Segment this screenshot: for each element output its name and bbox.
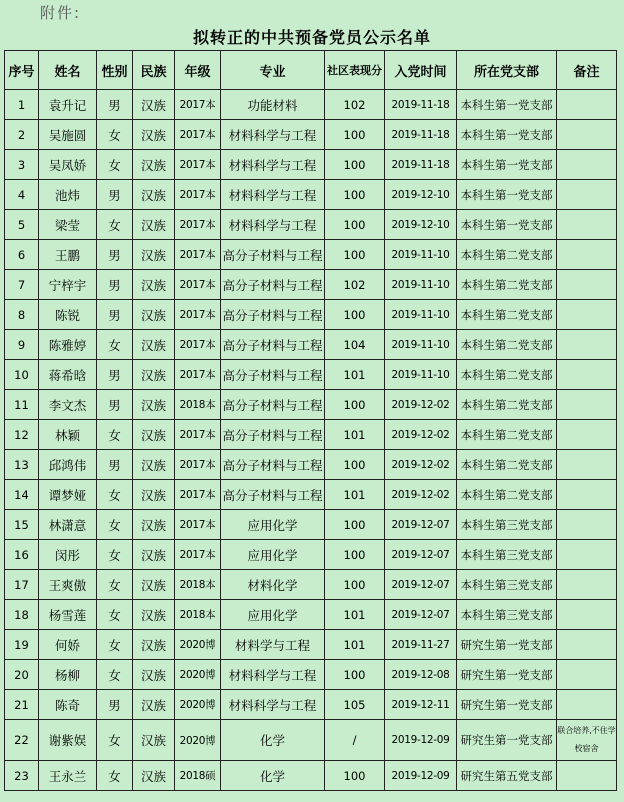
row-join-date: 2019-12-07 xyxy=(385,570,457,600)
row-index: 15 xyxy=(5,510,39,540)
table-row xyxy=(5,450,617,480)
row-gender: 女 xyxy=(97,570,133,600)
row-ethnicity: 汉族 xyxy=(133,690,175,720)
row-remarks xyxy=(557,240,617,270)
header-community-score: 社区表现分 xyxy=(325,51,385,90)
row-gender: 女 xyxy=(97,761,133,791)
row-grade: 2017本 xyxy=(175,120,221,150)
row-index: 19 xyxy=(5,630,39,660)
row-community-score: 101 xyxy=(325,420,385,450)
row-join-date: 2019-11-18 xyxy=(385,120,457,150)
row-name: 闵彤 xyxy=(39,540,97,570)
header-index: 序号 xyxy=(5,51,39,90)
row-major: 高分子材料与工程 xyxy=(221,270,325,300)
table-row xyxy=(5,270,617,300)
row-gender: 女 xyxy=(97,480,133,510)
row-grade: 2017本 xyxy=(175,90,221,120)
row-branch: 本科生第一党支部 xyxy=(457,120,557,150)
table-row xyxy=(5,570,617,600)
row-major: 高分子材料与工程 xyxy=(221,300,325,330)
row-ethnicity: 汉族 xyxy=(133,360,175,390)
table-row xyxy=(5,210,617,240)
row-ethnicity: 汉族 xyxy=(133,120,175,150)
row-community-score: 100 xyxy=(325,540,385,570)
row-join-date: 2019-11-10 xyxy=(385,240,457,270)
row-join-date: 2019-11-10 xyxy=(385,360,457,390)
row-index: 13 xyxy=(5,450,39,480)
row-index: 20 xyxy=(5,660,39,690)
row-branch: 本科生第三党支部 xyxy=(457,540,557,570)
row-gender: 女 xyxy=(97,150,133,180)
row-major: 材料化学 xyxy=(221,570,325,600)
row-remarks xyxy=(557,420,617,450)
row-branch: 本科生第二党支部 xyxy=(457,330,557,360)
header-grade: 年级 xyxy=(175,51,221,90)
row-grade: 2017本 xyxy=(175,510,221,540)
row-gender: 女 xyxy=(97,630,133,660)
header-name: 姓名 xyxy=(39,51,97,90)
row-name: 杨雪莲 xyxy=(39,600,97,630)
row-branch: 本科生第二党支部 xyxy=(457,390,557,420)
row-community-score: 100 xyxy=(325,120,385,150)
row-join-date: 2019-12-09 xyxy=(385,761,457,791)
row-ethnicity: 汉族 xyxy=(133,450,175,480)
row-gender: 男 xyxy=(97,390,133,420)
row-grade: 2020博 xyxy=(175,630,221,660)
row-major: 应用化学 xyxy=(221,510,325,540)
row-community-score: 101 xyxy=(325,480,385,510)
row-name: 吴凤娇 xyxy=(39,150,97,180)
header-branch: 所在党支部 xyxy=(457,51,557,90)
table-row xyxy=(5,180,617,210)
table-row xyxy=(5,300,617,330)
row-ethnicity: 汉族 xyxy=(133,150,175,180)
row-index: 3 xyxy=(5,150,39,180)
row-gender: 男 xyxy=(97,240,133,270)
row-gender: 男 xyxy=(97,300,133,330)
row-remarks xyxy=(557,570,617,600)
row-branch: 本科生第二党支部 xyxy=(457,270,557,300)
row-grade: 2017本 xyxy=(175,210,221,240)
row-branch: 研究生第一党支部 xyxy=(457,660,557,690)
row-major: 高分子材料与工程 xyxy=(221,450,325,480)
row-major: 高分子材料与工程 xyxy=(221,240,325,270)
row-ethnicity: 汉族 xyxy=(133,300,175,330)
row-community-score: 102 xyxy=(325,90,385,120)
row-name: 陈雅婷 xyxy=(39,330,97,360)
row-gender: 男 xyxy=(97,450,133,480)
table-row xyxy=(5,120,617,150)
row-gender: 女 xyxy=(97,210,133,240)
row-major: 功能材料 xyxy=(221,90,325,120)
header-remarks: 备注 xyxy=(557,51,617,90)
row-index: 11 xyxy=(5,390,39,420)
row-remarks xyxy=(557,761,617,791)
row-major: 高分子材料与工程 xyxy=(221,420,325,450)
row-branch: 本科生第三党支部 xyxy=(457,510,557,540)
row-remarks xyxy=(557,690,617,720)
attachment-label: 附件: xyxy=(40,4,82,22)
row-community-score: 100 xyxy=(325,300,385,330)
row-grade: 2018本 xyxy=(175,390,221,420)
row-ethnicity: 汉族 xyxy=(133,390,175,420)
row-index: 17 xyxy=(5,570,39,600)
row-community-score: 105 xyxy=(325,690,385,720)
row-remarks xyxy=(557,450,617,480)
header-gender: 性别 xyxy=(97,51,133,90)
table-row xyxy=(5,480,617,510)
row-remarks xyxy=(557,90,617,120)
row-community-score: 100 xyxy=(325,240,385,270)
row-community-score: 100 xyxy=(325,390,385,420)
row-community-score: 100 xyxy=(325,180,385,210)
row-index: 22 xyxy=(5,720,39,761)
row-grade: 2017本 xyxy=(175,300,221,330)
row-ethnicity: 汉族 xyxy=(133,420,175,450)
row-ethnicity: 汉族 xyxy=(133,480,175,510)
table-row xyxy=(5,761,617,791)
row-remarks xyxy=(557,480,617,510)
row-community-score: 100 xyxy=(325,660,385,690)
row-name: 王永兰 xyxy=(39,761,97,791)
table-row xyxy=(5,720,617,761)
row-name: 谭梦娅 xyxy=(39,480,97,510)
table-row xyxy=(5,690,617,720)
row-remarks xyxy=(557,150,617,180)
row-join-date: 2019-12-02 xyxy=(385,390,457,420)
row-major: 化学 xyxy=(221,720,325,761)
row-gender: 女 xyxy=(97,540,133,570)
row-gender: 女 xyxy=(97,330,133,360)
row-community-score: 100 xyxy=(325,150,385,180)
row-community-score: 100 xyxy=(325,570,385,600)
row-major: 材料科学与工程 xyxy=(221,150,325,180)
row-join-date: 2019-12-07 xyxy=(385,600,457,630)
row-name: 陈锐 xyxy=(39,300,97,330)
row-index: 12 xyxy=(5,420,39,450)
row-index: 7 xyxy=(5,270,39,300)
row-name: 李文杰 xyxy=(39,390,97,420)
row-grade: 2020博 xyxy=(175,720,221,761)
row-grade: 2017本 xyxy=(175,330,221,360)
table-row xyxy=(5,360,617,390)
row-ethnicity: 汉族 xyxy=(133,630,175,660)
row-branch: 研究生第一党支部 xyxy=(457,630,557,660)
table-row xyxy=(5,240,617,270)
row-index: 10 xyxy=(5,360,39,390)
row-grade: 2020博 xyxy=(175,660,221,690)
row-gender: 女 xyxy=(97,660,133,690)
row-ethnicity: 汉族 xyxy=(133,570,175,600)
row-ethnicity: 汉族 xyxy=(133,240,175,270)
row-grade: 2018本 xyxy=(175,600,221,630)
row-branch: 本科生第一党支部 xyxy=(457,150,557,180)
row-index: 5 xyxy=(5,210,39,240)
row-join-date: 2019-11-10 xyxy=(385,270,457,300)
row-grade: 2017本 xyxy=(175,360,221,390)
row-community-score: 100 xyxy=(325,510,385,540)
row-branch: 研究生第一党支部 xyxy=(457,690,557,720)
row-major: 高分子材料与工程 xyxy=(221,360,325,390)
row-community-score: / xyxy=(325,720,385,761)
row-major: 材料科学与工程 xyxy=(221,690,325,720)
row-index: 14 xyxy=(5,480,39,510)
row-remarks xyxy=(557,330,617,360)
row-grade: 2017本 xyxy=(175,270,221,300)
row-grade: 2020博 xyxy=(175,690,221,720)
row-join-date: 2019-12-11 xyxy=(385,690,457,720)
row-remarks: 联合培养,不住学校宿舍 xyxy=(557,720,617,761)
row-join-date: 2019-12-02 xyxy=(385,420,457,450)
row-grade: 2017本 xyxy=(175,180,221,210)
row-community-score: 102 xyxy=(325,270,385,300)
row-major: 材料科学与工程 xyxy=(221,210,325,240)
table-row xyxy=(5,420,617,450)
row-branch: 本科生第二党支部 xyxy=(457,480,557,510)
row-index: 8 xyxy=(5,300,39,330)
row-remarks xyxy=(557,540,617,570)
row-name: 吴施圆 xyxy=(39,120,97,150)
row-remarks xyxy=(557,270,617,300)
page-title: 拟转正的中共预备党员公示名单 xyxy=(192,28,431,47)
row-gender: 女 xyxy=(97,600,133,630)
row-join-date: 2019-11-18 xyxy=(385,90,457,120)
row-index: 2 xyxy=(5,120,39,150)
row-index: 18 xyxy=(5,600,39,630)
row-remarks xyxy=(557,300,617,330)
row-ethnicity: 汉族 xyxy=(133,210,175,240)
row-community-score: 100 xyxy=(325,450,385,480)
header-join-date: 入党时间 xyxy=(385,51,457,90)
row-major: 材料学与工程 xyxy=(221,630,325,660)
row-grade: 2017本 xyxy=(175,240,221,270)
member-table xyxy=(4,50,617,791)
row-major: 高分子材料与工程 xyxy=(221,330,325,360)
row-major: 材料科学与工程 xyxy=(221,180,325,210)
row-major: 化学 xyxy=(221,761,325,791)
row-name: 池炜 xyxy=(39,180,97,210)
row-ethnicity: 汉族 xyxy=(133,330,175,360)
row-name: 陈奇 xyxy=(39,690,97,720)
row-index: 1 xyxy=(5,90,39,120)
row-join-date: 2019-12-09 xyxy=(385,720,457,761)
row-name: 蒋希晗 xyxy=(39,360,97,390)
row-name: 林潇意 xyxy=(39,510,97,540)
row-gender: 女 xyxy=(97,510,133,540)
row-gender: 男 xyxy=(97,270,133,300)
row-ethnicity: 汉族 xyxy=(133,540,175,570)
row-gender: 男 xyxy=(97,180,133,210)
row-community-score: 100 xyxy=(325,761,385,791)
header-row xyxy=(5,51,617,90)
row-ethnicity: 汉族 xyxy=(133,761,175,791)
row-branch: 本科生第二党支部 xyxy=(457,240,557,270)
row-name: 谢紫娱 xyxy=(39,720,97,761)
header-ethnicity: 民族 xyxy=(133,51,175,90)
row-community-score: 101 xyxy=(325,600,385,630)
row-join-date: 2019-11-10 xyxy=(385,330,457,360)
row-name: 袁升记 xyxy=(39,90,97,120)
row-grade: 2018本 xyxy=(175,570,221,600)
row-index: 21 xyxy=(5,690,39,720)
row-branch: 本科生第二党支部 xyxy=(457,300,557,330)
row-remarks xyxy=(557,390,617,420)
row-remarks xyxy=(557,510,617,540)
row-grade: 2017本 xyxy=(175,540,221,570)
row-branch: 研究生第五党支部 xyxy=(457,761,557,791)
row-name: 王鹏 xyxy=(39,240,97,270)
row-index: 16 xyxy=(5,540,39,570)
row-ethnicity: 汉族 xyxy=(133,600,175,630)
row-join-date: 2019-11-10 xyxy=(385,300,457,330)
row-join-date: 2019-12-07 xyxy=(385,540,457,570)
row-branch: 本科生第一党支部 xyxy=(457,210,557,240)
row-gender: 女 xyxy=(97,120,133,150)
row-name: 王爽傲 xyxy=(39,570,97,600)
row-ethnicity: 汉族 xyxy=(133,720,175,761)
row-branch: 本科生第一党支部 xyxy=(457,180,557,210)
row-index: 9 xyxy=(5,330,39,360)
row-ethnicity: 汉族 xyxy=(133,90,175,120)
row-remarks xyxy=(557,360,617,390)
table-row xyxy=(5,150,617,180)
row-join-date: 2019-12-10 xyxy=(385,210,457,240)
table-row xyxy=(5,540,617,570)
row-branch: 本科生第二党支部 xyxy=(457,360,557,390)
row-join-date: 2019-12-10 xyxy=(385,180,457,210)
row-branch: 本科生第一党支部 xyxy=(457,90,557,120)
row-join-date: 2019-12-02 xyxy=(385,480,457,510)
table-row xyxy=(5,600,617,630)
row-branch: 本科生第三党支部 xyxy=(457,600,557,630)
table-row xyxy=(5,510,617,540)
row-name: 杨柳 xyxy=(39,660,97,690)
row-index: 4 xyxy=(5,180,39,210)
table-row xyxy=(5,660,617,690)
row-gender: 女 xyxy=(97,720,133,761)
row-join-date: 2019-12-08 xyxy=(385,660,457,690)
row-ethnicity: 汉族 xyxy=(133,510,175,540)
row-gender: 女 xyxy=(97,420,133,450)
row-remarks xyxy=(557,600,617,630)
table-row xyxy=(5,390,617,420)
row-community-score: 101 xyxy=(325,630,385,660)
row-branch: 研究生第一党支部 xyxy=(457,720,557,761)
row-branch: 本科生第二党支部 xyxy=(457,450,557,480)
header-major: 专业 xyxy=(221,51,325,90)
row-join-date: 2019-12-02 xyxy=(385,450,457,480)
row-ethnicity: 汉族 xyxy=(133,270,175,300)
row-community-score: 104 xyxy=(325,330,385,360)
row-major: 材料科学与工程 xyxy=(221,120,325,150)
row-branch: 本科生第二党支部 xyxy=(457,420,557,450)
row-branch: 本科生第三党支部 xyxy=(457,570,557,600)
row-grade: 2017本 xyxy=(175,150,221,180)
row-community-score: 100 xyxy=(325,210,385,240)
row-remarks xyxy=(557,210,617,240)
row-join-date: 2019-12-07 xyxy=(385,510,457,540)
row-join-date: 2019-11-18 xyxy=(385,150,457,180)
row-index: 6 xyxy=(5,240,39,270)
row-grade: 2017本 xyxy=(175,450,221,480)
row-community-score: 101 xyxy=(325,360,385,390)
row-gender: 男 xyxy=(97,360,133,390)
row-grade: 2018硕 xyxy=(175,761,221,791)
row-remarks xyxy=(557,660,617,690)
row-gender: 男 xyxy=(97,90,133,120)
row-name: 何娇 xyxy=(39,630,97,660)
row-grade: 2017本 xyxy=(175,420,221,450)
row-remarks xyxy=(557,120,617,150)
row-grade: 2017本 xyxy=(175,480,221,510)
row-ethnicity: 汉族 xyxy=(133,660,175,690)
row-name: 林颖 xyxy=(39,420,97,450)
row-name: 梁莹 xyxy=(39,210,97,240)
table-row xyxy=(5,330,617,360)
row-major: 材料科学与工程 xyxy=(221,660,325,690)
row-major: 应用化学 xyxy=(221,540,325,570)
row-major: 高分子材料与工程 xyxy=(221,390,325,420)
row-name: 宁梓宇 xyxy=(39,270,97,300)
table-row xyxy=(5,630,617,660)
row-join-date: 2019-11-27 xyxy=(385,630,457,660)
row-name: 邱鸿伟 xyxy=(39,450,97,480)
row-gender: 男 xyxy=(97,690,133,720)
row-major: 应用化学 xyxy=(221,600,325,630)
row-index: 23 xyxy=(5,761,39,791)
table-row xyxy=(5,90,617,120)
row-remarks xyxy=(557,180,617,210)
row-ethnicity: 汉族 xyxy=(133,180,175,210)
row-remarks xyxy=(557,630,617,660)
row-major: 高分子材料与工程 xyxy=(221,480,325,510)
